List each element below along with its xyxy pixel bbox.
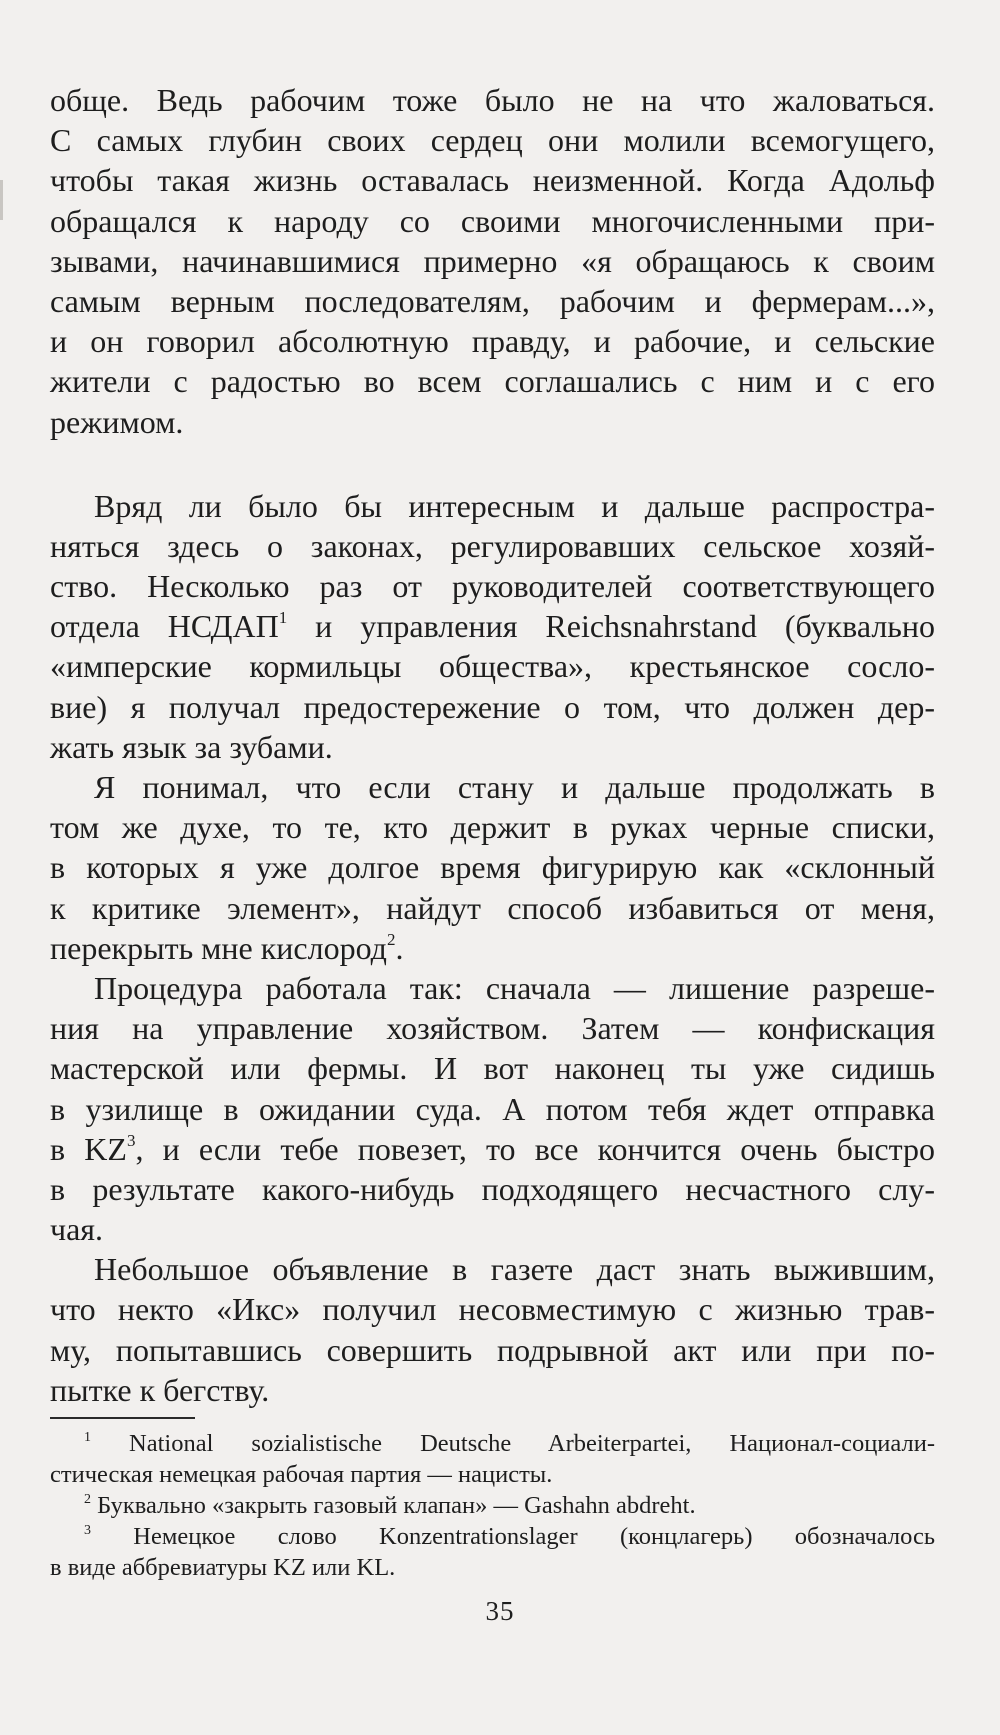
paragraph: [50, 968, 935, 1249]
text-line: в узилище в ожидании суда. А потом тебя ждет отправка: [50, 1090, 935, 1127]
text-line: «имперские кормильцы общества», крестьянское сосло-: [50, 648, 935, 685]
footnote-line: в виде аббревиатуры KZ или KL.: [50, 1554, 396, 1581]
footnote: [50, 1428, 935, 1490]
paragraph-gap: [50, 442, 935, 486]
text-line: С самых глубин своих сердец они молили всемогущего,: [50, 122, 935, 159]
footnotes: [50, 1428, 935, 1583]
text-line: ния на управление хозяйством. Затем — конфискация: [50, 1010, 935, 1047]
footnote-marker: 2: [84, 1492, 91, 1507]
text-line: Небольшое объявление в газете даст знать выжившим,: [94, 1251, 935, 1288]
text-line: Процедура работала так: сначала — лишение разреше-: [94, 969, 935, 1006]
text-line: самым верным последователям, рабочим и фермерам...»,: [50, 282, 935, 319]
text-line: обще. Ведь рабочим тоже было не на что жаловаться.: [50, 82, 935, 118]
text-line: и он говорил абсолютную правду, и рабочие, и сельские: [50, 323, 935, 360]
footnote-reference: 3: [126, 1130, 136, 1150]
text-line: Я понимал, что если стану и дальше продолжать в: [94, 769, 935, 805]
footnote-marker: 3: [84, 1523, 91, 1538]
text-line: отдела НСДАП$^1$ и управления Reichsnahrstand (буквально: [50, 608, 936, 645]
page-number: 35: [485, 1596, 515, 1626]
body-text: [50, 80, 935, 1410]
text-line: перекрыть мне кислород$^2$.: [50, 929, 404, 966]
text-line: му, попытавшись совершить подрывной акт или при по-: [50, 1331, 935, 1368]
footnote-text: Немецкое слово Konzentrationslager (концлагерь) обозначалось: [133, 1523, 935, 1550]
text-line: в результате какого-нибудь подходящего несчастного слу-: [50, 1170, 935, 1207]
text-line: мастерской или фермы. И вот наконец ты уже сидишь: [50, 1050, 935, 1087]
paragraph: [50, 1249, 935, 1410]
footnote-line: стическая немецкая рабочая партия — нацисты.: [50, 1461, 553, 1488]
footnote-line: [50, 1521, 935, 1552]
footnote: [50, 1521, 935, 1583]
text-line: чтобы такая жизнь оставалась неизменной. Когда Адольф: [50, 162, 935, 199]
footnote-marker: 1: [84, 1430, 91, 1445]
text-line: в $KZ^3$, и если тебе повезет, то все кончится очень быстро: [50, 1130, 936, 1167]
text-line: режимом.: [50, 403, 184, 440]
text-line: вие) я получал предостережение о том, что должен дер-: [50, 688, 935, 725]
text-line: чая.: [50, 1211, 104, 1248]
text-line: к критике элемент», найдут способ избавиться от меня,: [50, 889, 935, 926]
text-line: что некто «Икс» получил несовместимую с жизнью трав-: [50, 1291, 935, 1328]
paragraph: [50, 80, 935, 442]
paragraph: [50, 767, 935, 968]
text-line: няться здесь о законах, регулировавших сельское хозяй-: [50, 527, 935, 564]
text-line: ство. Несколько раз от руководителей соответствующего: [50, 568, 935, 605]
text-line: в которых я уже долгое время фигурирую как «склонный: [50, 849, 935, 886]
footnote-reference: 1: [278, 608, 288, 628]
text-line: обращался к народу со своими многочисленными при-: [50, 202, 935, 239]
text-line: зывами, начинавшимися примерно «я обращаюсь к своим: [50, 242, 935, 279]
text-line: том же духе, то те, кто держит в руках черные списки,: [50, 809, 935, 846]
text-line: пытке к бегству.: [50, 1371, 270, 1408]
footnote-reference: 2: [386, 929, 396, 949]
scan-edge-mark: [0, 180, 3, 220]
footnote: [50, 1490, 935, 1521]
paragraph: [50, 486, 935, 767]
text-line: Вряд ли было бы интересным и дальше распростра-: [94, 487, 935, 524]
footnote-text: National sozialistische Deutsche Arbeiterpartei, Национал-социали-: [129, 1430, 935, 1457]
footnote-line: [50, 1428, 935, 1459]
footnote-separator: [50, 1417, 195, 1419]
text-line: жители с радостью во всем соглашались с ним и с его: [50, 363, 935, 400]
footnote-line: [50, 1490, 935, 1521]
footnote-text: Буквально «закрыть газовый клапан» — Gashahn abdreht.: [97, 1492, 696, 1519]
text-line: жать язык за зубами.: [50, 728, 333, 765]
